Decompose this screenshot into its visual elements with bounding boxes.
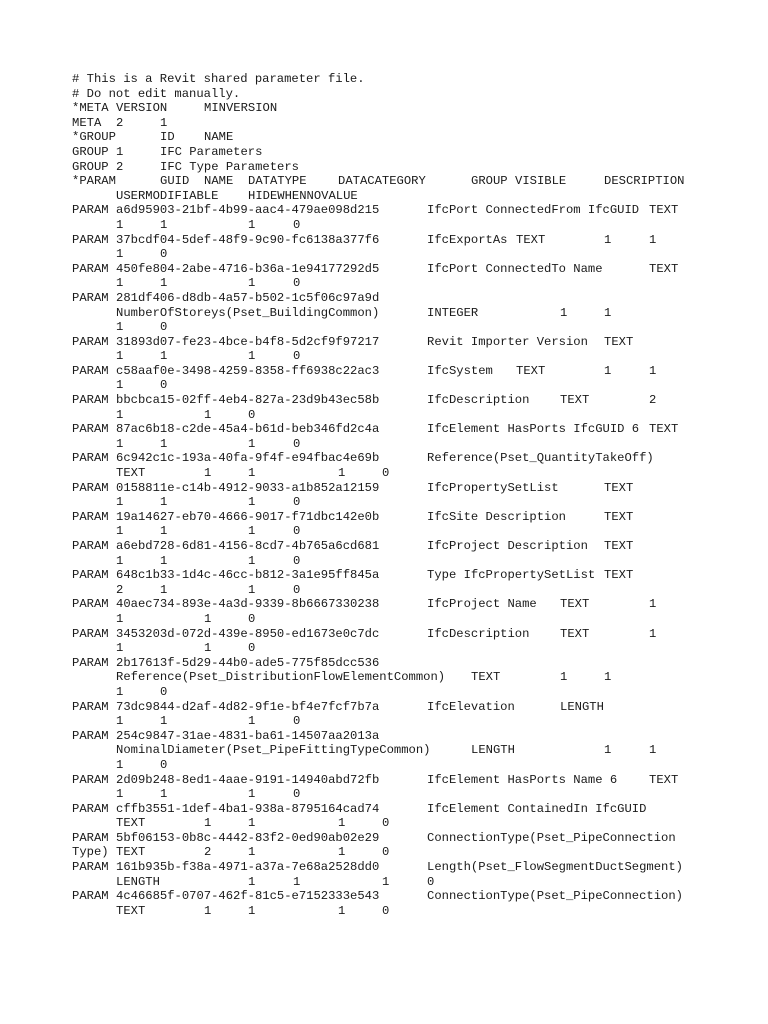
text-segment: PARAM xyxy=(72,568,109,583)
text-segment: Type) xyxy=(72,845,109,860)
text-line xyxy=(72,816,712,831)
text-segment: IfcElement ContainedIn IfcGUID xyxy=(427,801,647,816)
text-line xyxy=(72,875,712,890)
text-segment: PARAM xyxy=(72,480,109,495)
text-segment: TEXT xyxy=(116,845,146,860)
text-segment: TEXT xyxy=(560,393,590,408)
text-line xyxy=(72,349,712,364)
text-segment: 1 xyxy=(248,845,256,860)
text-segment: PARAM xyxy=(72,655,109,670)
text-segment: PARAM xyxy=(72,509,109,524)
text-line xyxy=(72,627,712,642)
text-segment: 1 xyxy=(116,436,124,451)
text-segment: 1 xyxy=(338,845,346,860)
text-line xyxy=(72,670,712,685)
text-segment: 1 xyxy=(160,714,168,729)
text-segment: 1 xyxy=(204,641,212,656)
text-segment: PARAM xyxy=(72,801,109,816)
text-segment: 87ac6b18-c2de-45a4-b61d-beb346fd2c4a xyxy=(116,422,380,437)
text-segment: DATACATEGORY xyxy=(338,174,426,189)
text-segment: IfcDescription xyxy=(427,393,530,408)
text-line xyxy=(72,218,712,233)
text-line xyxy=(72,510,712,525)
text-segment: 1 xyxy=(248,495,256,510)
text-segment: ConnectionType(Pset_PipeConnection xyxy=(427,830,676,845)
text-segment: 0 xyxy=(293,217,301,232)
text-segment: 1 xyxy=(649,232,657,247)
text-segment: 0 xyxy=(293,553,301,568)
text-segment: 1 xyxy=(160,582,168,597)
text-segment: 1 xyxy=(248,349,256,364)
text-segment: 0 xyxy=(248,407,256,422)
text-segment: 1 xyxy=(248,276,256,291)
text-line xyxy=(72,802,712,817)
text-segment: GROUP xyxy=(72,144,109,159)
text-line xyxy=(72,203,712,218)
text-line xyxy=(72,130,712,145)
text-segment: MINVERSION xyxy=(204,101,278,116)
text-segment: PARAM xyxy=(72,203,109,218)
text-segment: 1 xyxy=(160,217,168,232)
text-segment: 1 xyxy=(649,743,657,758)
text-segment: PARAM xyxy=(72,422,109,437)
text-line xyxy=(72,320,712,335)
text-segment: Reference(Pset_DistributionFlowElementCommon) xyxy=(116,670,446,685)
text-segment: 0 xyxy=(382,816,390,831)
text-line xyxy=(72,860,712,875)
text-segment: 5bf06153-0b8c-4442-83f2-0ed90ab02e29 xyxy=(116,830,380,845)
text-segment: 1 xyxy=(204,611,212,626)
text-segment: 1 xyxy=(116,611,124,626)
text-segment: 0 xyxy=(160,247,168,262)
text-segment: 1 xyxy=(338,816,346,831)
text-segment: DATATYPE xyxy=(248,174,307,189)
text-segment: # This is a Revit shared parameter file. xyxy=(72,72,365,86)
text-line xyxy=(72,393,712,408)
text-line xyxy=(72,451,712,466)
text-segment: 0 xyxy=(293,349,301,364)
text-segment: 1 xyxy=(338,903,346,918)
text-segment: 254c9847-31ae-4831-ba61-14507aa2013a xyxy=(116,728,380,743)
text-segment: META xyxy=(72,115,102,130)
text-segment: 0 xyxy=(160,684,168,699)
text-segment: 1 xyxy=(160,495,168,510)
text-segment: 0 xyxy=(293,276,301,291)
text-segment: IfcPort ConnectedFrom IfcGUID xyxy=(427,203,640,218)
text-segment: 1 xyxy=(248,436,256,451)
text-segment: 1 xyxy=(649,597,657,612)
text-segment: 1 xyxy=(204,466,212,481)
text-segment: 161b935b-f38a-4971-a37a-7e68a2528dd0 xyxy=(116,860,380,875)
text-line xyxy=(72,174,712,189)
text-segment: 40aec734-893e-4a3d-9339-8b6667330238 xyxy=(116,597,380,612)
text-segment: GROUP xyxy=(471,174,508,189)
text-segment: IFC Type Parameters xyxy=(160,159,299,174)
text-line xyxy=(72,189,712,204)
text-segment: IfcElement HasPorts Name 6 xyxy=(427,772,618,787)
text-line xyxy=(72,714,712,729)
text-segment: IfcPropertySetList xyxy=(427,480,559,495)
text-segment: 1 xyxy=(248,217,256,232)
text-segment: 1 xyxy=(116,757,124,772)
text-segment: 0158811e-c14b-4912-9033-a1b852a12159 xyxy=(116,480,380,495)
text-segment: Length(Pset_FlowSegmentDuctSegment) xyxy=(427,860,683,875)
text-segment: 1 xyxy=(248,787,256,802)
text-segment: 648c1b33-1d4c-46cc-b812-3a1e95ff845a xyxy=(116,568,380,583)
text-segment: 0 xyxy=(293,524,301,539)
text-segment: 1 xyxy=(204,407,212,422)
text-segment: PARAM xyxy=(72,363,109,378)
text-segment: TEXT xyxy=(471,670,501,685)
text-segment: TEXT xyxy=(560,597,590,612)
text-line xyxy=(72,335,712,350)
text-segment: TEXT xyxy=(116,816,146,831)
text-segment: bbcbca15-02ff-4eb4-827a-23d9b43ec58b xyxy=(116,393,380,408)
text-segment: PARAM xyxy=(72,597,109,612)
text-segment: TEXT xyxy=(649,261,679,276)
text-segment: 2 xyxy=(204,845,212,860)
text-line xyxy=(72,378,712,393)
text-segment: TEXT xyxy=(649,203,679,218)
text-segment: 1 xyxy=(116,641,124,656)
text-segment: 1 xyxy=(160,276,168,291)
text-line xyxy=(72,889,712,904)
text-line xyxy=(72,101,712,116)
text-segment: 1 xyxy=(160,553,168,568)
text-line xyxy=(72,306,712,321)
text-segment: GROUP xyxy=(72,159,109,174)
text-segment: 1 xyxy=(116,247,124,262)
text-line xyxy=(72,145,712,160)
text-segment: 0 xyxy=(248,641,256,656)
text-segment: 1 xyxy=(248,553,256,568)
text-segment: 2 xyxy=(116,582,124,597)
text-segment: 1 xyxy=(160,787,168,802)
text-segment: IfcSystem xyxy=(427,363,493,378)
text-segment: *PARAM xyxy=(72,174,116,189)
text-segment: TEXT xyxy=(604,539,634,553)
text-segment: a6ebd728-6d81-4156-8cd7-4b765a6cd681 xyxy=(116,539,380,553)
text-segment: 1 xyxy=(604,305,612,320)
text-segment: 37bcdf04-5def-48f9-9c90-fc6138a377f6 xyxy=(116,232,380,247)
text-segment: 1 xyxy=(204,903,212,918)
text-segment: PARAM xyxy=(72,772,109,787)
text-segment: 1 xyxy=(248,466,256,481)
text-segment: TEXT xyxy=(116,903,146,918)
text-segment: LENGTH xyxy=(116,874,160,889)
text-segment: TEXT xyxy=(604,568,634,583)
text-segment: IfcSite Description xyxy=(427,509,566,524)
text-segment: IfcProject Name xyxy=(427,597,537,612)
text-segment: 1 xyxy=(560,305,568,320)
text-segment: 4c46685f-0707-462f-81c5-e7152333e543 xyxy=(116,889,380,904)
text-segment: 1 xyxy=(649,626,657,641)
text-segment: TEXT xyxy=(560,626,590,641)
text-segment: 1 xyxy=(204,816,212,831)
text-segment: LENGTH xyxy=(471,743,515,758)
text-segment: 1 xyxy=(604,743,612,758)
text-segment: 19a14627-eb70-4666-9017-f71dbc142e0b xyxy=(116,509,380,524)
text-line xyxy=(72,72,712,87)
text-segment: 1 xyxy=(116,524,124,539)
text-segment: TEXT xyxy=(516,232,546,247)
text-segment: 31893d07-fe23-4bce-b4f8-5d2cf9f97217 xyxy=(116,334,380,349)
text-segment: NAME xyxy=(204,130,234,145)
text-line xyxy=(72,160,712,175)
text-line xyxy=(72,641,712,656)
text-segment: 1 xyxy=(116,144,124,159)
text-segment: HIDEWHENNOVALUE xyxy=(248,188,358,203)
text-segment: PARAM xyxy=(72,626,109,641)
text-segment: 1 xyxy=(116,714,124,729)
text-line xyxy=(72,291,712,306)
text-segment: 0 xyxy=(248,611,256,626)
text-segment: 1 xyxy=(116,320,124,335)
text-segment: 1 xyxy=(116,495,124,510)
text-segment: 0 xyxy=(160,378,168,393)
text-line xyxy=(72,831,712,846)
text-segment: 2b17613f-5d29-44b0-ade5-775f85dcc536 xyxy=(116,655,380,670)
text-segment: 1 xyxy=(248,524,256,539)
text-line xyxy=(72,773,712,788)
text-segment: 6c942c1c-193a-40fa-9f4f-e94fbac4e69b xyxy=(116,451,380,466)
text-segment: DESCRIPTION xyxy=(604,174,685,189)
text-line xyxy=(72,481,712,496)
text-line xyxy=(72,495,712,510)
text-segment: PARAM xyxy=(72,699,109,714)
text-segment: 1 xyxy=(116,349,124,364)
text-segment: 1 xyxy=(604,363,612,378)
text-line xyxy=(72,700,712,715)
text-segment: NumberOfStoreys(Pset_BuildingCommon) xyxy=(116,305,380,320)
text-line xyxy=(72,87,712,102)
text-line xyxy=(72,656,712,671)
text-segment: 1 xyxy=(160,115,168,130)
text-segment: 0 xyxy=(293,582,301,597)
text-line xyxy=(72,524,712,539)
text-line xyxy=(72,247,712,262)
text-segment: TEXT xyxy=(649,422,679,437)
text-line xyxy=(72,758,712,773)
text-segment: 73dc9844-d2af-4d82-9f1e-bf4e7fcf7b7a xyxy=(116,699,380,714)
text-segment: IfcPort ConnectedTo Name xyxy=(427,261,603,276)
text-segment: 1 xyxy=(248,816,256,831)
text-segment: PARAM xyxy=(72,860,109,875)
text-segment: USERMODIFIABLE xyxy=(116,188,219,203)
text-segment: VISIBLE xyxy=(515,174,567,189)
text-segment: 1 xyxy=(116,553,124,568)
text-line xyxy=(72,904,712,919)
text-segment: Reference(Pset_QuantityTakeOff) xyxy=(427,451,654,466)
text-segment: PARAM xyxy=(72,290,109,305)
text-segment: IfcDescription xyxy=(427,626,530,641)
text-segment: IfcElevation xyxy=(427,699,515,714)
text-segment: VERSION xyxy=(116,101,168,116)
text-segment: 0 xyxy=(427,874,435,889)
text-line xyxy=(72,364,712,379)
text-segment: 450fe804-2abe-4716-b36a-1e94177292d5 xyxy=(116,261,380,276)
text-segment: PARAM xyxy=(72,393,109,408)
text-line xyxy=(72,845,712,860)
text-line xyxy=(72,233,712,248)
text-line xyxy=(72,466,712,481)
text-segment: 1 xyxy=(382,874,390,889)
text-line xyxy=(72,612,712,627)
text-segment: 1 xyxy=(160,524,168,539)
text-segment: 1 xyxy=(248,582,256,597)
text-line xyxy=(72,743,712,758)
text-segment: IfcElement HasPorts IfcGUID 6 xyxy=(427,422,640,437)
text-segment: ID xyxy=(160,130,175,145)
text-segment: PARAM xyxy=(72,830,109,845)
text-segment: 0 xyxy=(293,495,301,510)
text-line xyxy=(72,685,712,700)
text-segment: *GROUP xyxy=(72,130,116,145)
text-segment: 1 xyxy=(116,276,124,291)
text-segment: PARAM xyxy=(72,728,109,743)
text-segment: INTEGER xyxy=(427,305,479,320)
text-segment: 1 xyxy=(116,787,124,802)
text-segment: 1 xyxy=(248,874,256,889)
text-segment: 1 xyxy=(248,903,256,918)
text-segment: 1 xyxy=(116,217,124,232)
text-line xyxy=(72,583,712,598)
text-line xyxy=(72,539,712,554)
text-segment: PARAM xyxy=(72,232,109,247)
text-segment: 0 xyxy=(160,320,168,335)
text-segment: 1 xyxy=(248,714,256,729)
text-segment: 1 xyxy=(560,670,568,685)
text-line xyxy=(72,554,712,569)
text-line xyxy=(72,116,712,131)
text-line xyxy=(72,568,712,583)
text-segment: TEXT xyxy=(604,334,634,349)
text-segment: 2d09b248-8ed1-4aae-9191-14940abd72fb xyxy=(116,772,380,787)
text-segment: a6d95903-21bf-4b99-aac4-479ae098d215 xyxy=(116,203,380,218)
text-segment: 3453203d-072d-439e-8950-ed1673e0c7dc xyxy=(116,626,380,641)
text-segment: 1 xyxy=(160,436,168,451)
text-segment: 2 xyxy=(649,393,657,408)
text-segment: PARAM xyxy=(72,451,109,466)
text-segment: LENGTH xyxy=(560,699,604,714)
text-segment: 1 xyxy=(116,378,124,393)
text-segment: 281df406-d8db-4a57-b502-1c5f06c97a9d xyxy=(116,290,380,305)
text-line xyxy=(72,597,712,612)
text-segment: 0 xyxy=(382,903,390,918)
text-segment: 1 xyxy=(604,670,612,685)
text-segment: 0 xyxy=(293,787,301,802)
text-segment: # Do not edit manually. xyxy=(72,86,241,101)
shared-parameter-file-text xyxy=(72,72,712,918)
text-segment: 1 xyxy=(293,874,301,889)
text-segment: PARAM xyxy=(72,889,109,904)
text-segment: 0 xyxy=(382,845,390,860)
text-segment: Revit Importer Version xyxy=(427,334,588,349)
text-segment: IfcExportAs xyxy=(427,232,508,247)
text-segment: 1 xyxy=(116,684,124,699)
text-segment: NominalDiameter(Pset_PipeFittingTypeCommon) xyxy=(116,743,431,758)
text-line xyxy=(72,437,712,452)
text-segment: TEXT xyxy=(604,480,634,495)
text-segment: PARAM xyxy=(72,261,109,276)
text-segment: 0 xyxy=(293,436,301,451)
text-segment: 1 xyxy=(338,466,346,481)
text-segment: PARAM xyxy=(72,539,109,553)
text-segment: 2 xyxy=(116,115,124,130)
text-segment: 0 xyxy=(160,757,168,772)
text-segment: TEXT xyxy=(604,509,634,524)
text-segment: 0 xyxy=(293,714,301,729)
text-line xyxy=(72,422,712,437)
text-segment: TEXT xyxy=(649,772,679,787)
text-segment: IFC Parameters xyxy=(160,144,263,159)
text-segment: 1 xyxy=(160,349,168,364)
text-line xyxy=(72,408,712,423)
text-segment: 1 xyxy=(604,232,612,247)
text-segment: TEXT xyxy=(116,466,146,481)
text-segment: PARAM xyxy=(72,334,109,349)
text-segment: GUID xyxy=(160,174,190,189)
text-segment: TEXT xyxy=(516,363,546,378)
text-segment: ConnectionType(Pset_PipeConnection) xyxy=(427,889,683,904)
text-line xyxy=(72,787,712,802)
text-segment: 1 xyxy=(116,407,124,422)
text-line xyxy=(72,729,712,744)
text-segment: *META xyxy=(72,101,109,116)
text-segment: c58aaf0e-3498-4259-8358-ff6938c22ac3 xyxy=(116,363,380,378)
text-line xyxy=(72,276,712,291)
text-line xyxy=(72,262,712,277)
text-segment: cffb3551-1def-4ba1-938a-8795164cad74 xyxy=(116,801,380,816)
text-segment: 0 xyxy=(382,466,390,481)
text-segment: NAME xyxy=(204,174,234,189)
text-segment: IfcProject Description xyxy=(427,539,588,553)
text-segment: Type IfcPropertySetList xyxy=(427,568,596,583)
text-segment: 1 xyxy=(649,363,657,378)
text-segment: 2 xyxy=(116,159,124,174)
